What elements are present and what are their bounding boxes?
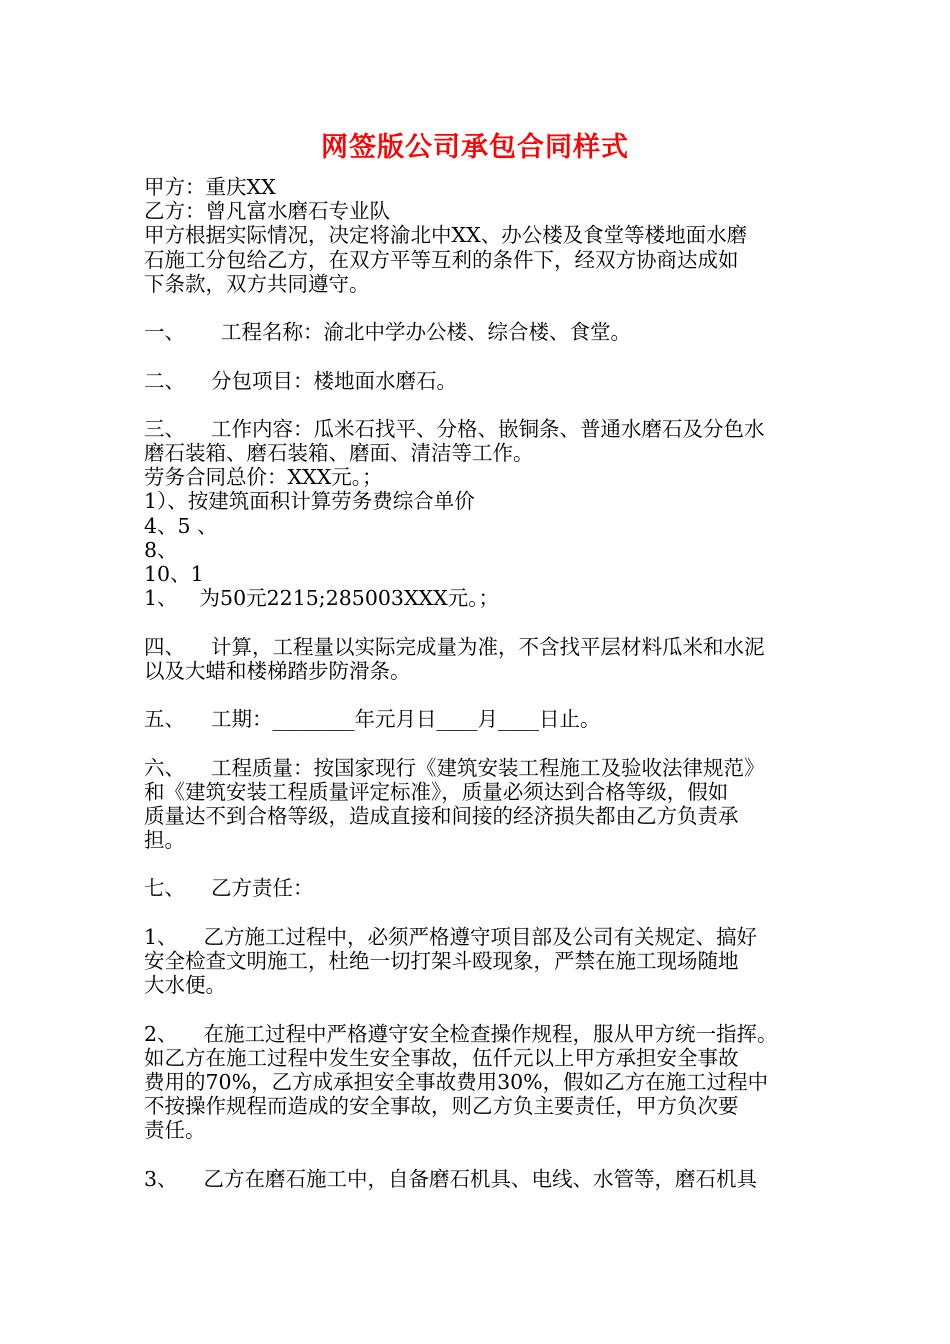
section-number: 二、 — [144, 368, 185, 393]
item-number: 1、 — [144, 586, 178, 611]
responsibility-item-3 — [144, 1167, 824, 1191]
party-a: 甲方：重庆XX — [144, 175, 276, 199]
item-number: 3、 — [144, 1166, 178, 1191]
price-line: 10、1 — [144, 562, 204, 586]
section-text: 分包项目：楼地面水磨石。 — [211, 368, 457, 393]
item-2-continued: 如乙方在施工过程中发生安全事故，伍仟元以上甲方承担安全事故 — [144, 1045, 739, 1070]
price-line: 4、5 、 — [144, 513, 218, 538]
item-text: 乙方在磨石施工中，自备磨石机具、电线、水管等，磨石机具 — [203, 1166, 758, 1191]
document-body — [144, 175, 824, 1191]
section-3 — [144, 417, 824, 441]
section-4 — [144, 635, 824, 659]
responsibility-item-2 — [144, 1022, 824, 1046]
section-number: 七、 — [144, 876, 185, 901]
item-1-continued: 大水便。 — [144, 973, 226, 998]
section-text: 工期：________年元月日____月____日止。 — [211, 707, 601, 732]
price-item — [144, 586, 824, 610]
item-2-continued: 责任。 — [144, 1118, 206, 1143]
section-6-continued: 和《建筑安装工程质量评定标准》，质量必须达到合格等级，假如 — [144, 779, 729, 804]
item-number: 2、 — [144, 1021, 178, 1046]
item-2-continued: 不按操作规程而造成的安全事故，则乙方负主要责任，甲方负次要 — [144, 1094, 739, 1119]
section-6 — [144, 756, 824, 780]
item-number: 1、 — [144, 924, 178, 949]
section-6-continued: 质量达不到合格等级，造成直接和间接的经济损失都由乙方负责承 — [144, 803, 739, 828]
price-line: 8、 — [144, 537, 178, 562]
item-text: 为50元2215;285003XXX元。； — [199, 586, 499, 611]
section-2 — [144, 369, 824, 393]
party-b: 乙方：曾凡富水磨石专业队 — [144, 199, 390, 224]
intro-line: 甲方根据实际情况，决定将渝北中XX、办公楼及食堂等楼地面水磨 — [144, 223, 748, 248]
responsibility-item-1 — [144, 925, 824, 949]
section-5 — [144, 707, 824, 731]
price-line: 1）、按建筑面积计算劳务费综合单价 — [144, 489, 475, 514]
section-number: 一、 — [144, 320, 185, 345]
section-number: 四、 — [144, 634, 185, 659]
section-4-continued: 以及大蜡和楼梯踏步防滑条。 — [144, 658, 411, 683]
price-line: 劳务合同总价：XXX元。； — [144, 465, 383, 490]
section-number: 六、 — [144, 755, 185, 780]
section-7 — [144, 876, 824, 900]
document-title: 网签版公司承包合同样式 — [321, 132, 629, 163]
item-2-continued: 费用的70%，乙方成承担安全事故费用30%，假如乙方在施工过程中 — [144, 1069, 769, 1094]
item-1-continued: 安全检查文明施工，杜绝一切打架斗殴现象，严禁在施工现场随地 — [144, 949, 739, 973]
item-text: 乙方施工过程中，必须严格遵守项目部及公司有关规定、搞好 — [203, 924, 758, 949]
section-number: 五、 — [144, 707, 185, 732]
section-6-continued: 担。 — [144, 828, 185, 853]
section-text: 乙方责任： — [211, 876, 314, 901]
section-1 — [144, 320, 824, 344]
intro-line: 石施工分包给乙方，在双方平等互利的条件下，经双方协商达成如 — [144, 247, 739, 272]
item-text: 在施工过程中严格遵守安全检查操作规程，服从甲方统一指挥。 — [203, 1021, 778, 1046]
section-text: 计算，工程量以实际完成量为准，不含找平层材料瓜米和水泥 — [211, 634, 765, 659]
intro-line: 下条款，双方共同遵守。 — [144, 271, 370, 296]
section-text: 工程质量：按国家现行《建筑安装工程施工及验收法律规范》 — [211, 755, 765, 780]
section-3-continued: 磨石装箱、磨石装箱、磨面、清洁等工作。 — [144, 441, 534, 466]
section-text: 工作内容：瓜米石找平、分格、嵌铜条、普通水磨石及分色水 — [211, 416, 765, 441]
section-number: 三、 — [144, 416, 185, 441]
section-text: 工程名称：渝北中学办公楼、综合楼、食堂。 — [221, 320, 631, 345]
